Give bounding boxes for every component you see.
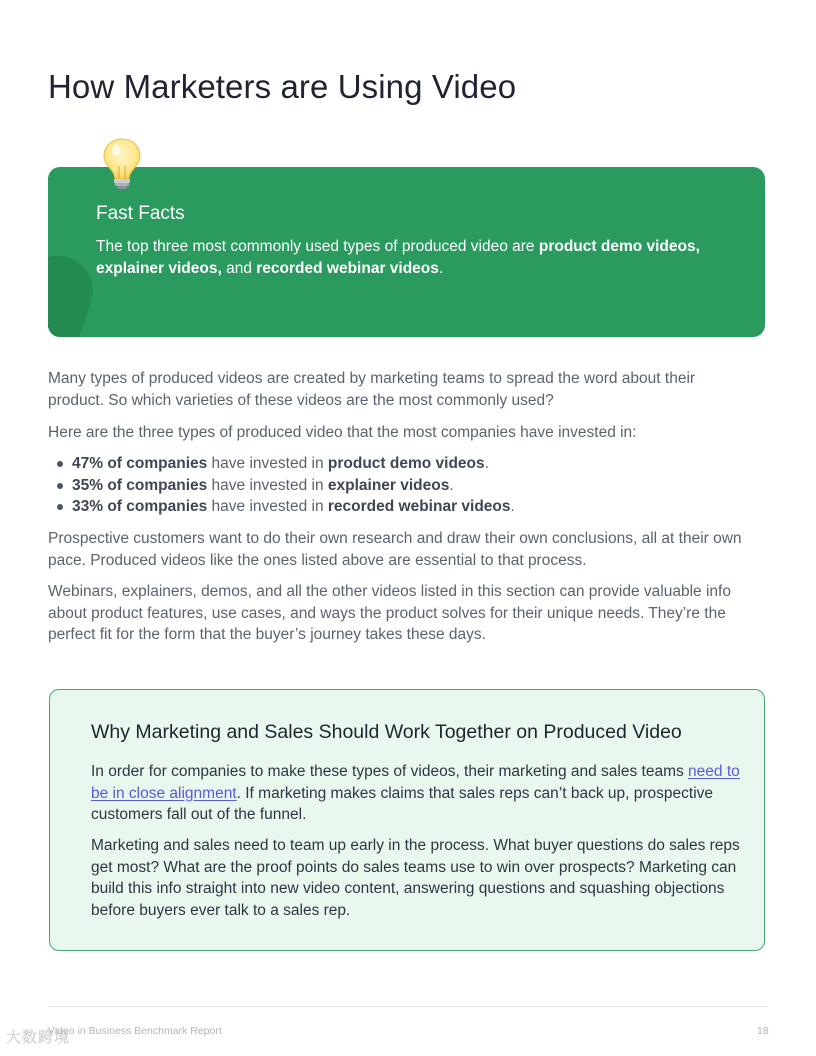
fast-facts-bold: recorded webinar videos xyxy=(256,260,439,277)
body-paragraph: Prospective customers want to do their own research and draw their own conclusions, all at their own pace. Produced videos like the ones listed above are essential to that process. xyxy=(48,530,742,569)
lightbulb-icon xyxy=(100,136,144,192)
stat-text: 33% of companies xyxy=(72,498,208,515)
list-item xyxy=(48,453,748,475)
list-text: have invested in xyxy=(207,498,328,515)
stat-text: 35% of companies xyxy=(72,476,208,494)
watermark-text: 大数跨境 xyxy=(6,1029,71,1046)
video-type-text: product demo videos xyxy=(327,455,485,472)
callout-heading: Why Marketing and Sales Should Work Together on Produced Video xyxy=(91,721,682,743)
list-text: have invested in xyxy=(207,455,328,472)
callout-paragraph xyxy=(91,761,741,826)
list-text: . xyxy=(510,498,515,515)
fast-facts-text-part: The top three most commonly used types of produced video are xyxy=(96,238,539,255)
callout-text-part: . If marketing makes claims that sales reps can’t back up, prospective customers fall out of the funnel. xyxy=(91,784,714,823)
list-item xyxy=(48,475,748,497)
video-type-text: recorded webinar videos xyxy=(327,498,511,515)
body-paragraph: Here are the three types of produced video that the most companies have invested in: xyxy=(48,424,637,441)
body-paragraph: Many types of produced videos are created by marketing teams to spread the word about their product. So which varieties of these videos are the most commonly used? xyxy=(48,370,696,409)
list-item xyxy=(48,496,748,518)
fast-facts-text-part: and xyxy=(221,260,257,277)
alignment-link[interactable]: need to be in close alignment xyxy=(91,763,740,802)
page-title: How Marketers are Using Video xyxy=(48,68,517,105)
footer-report-name: Video in Business Benchmark Report xyxy=(48,1025,222,1037)
fast-facts-heading: Fast Facts xyxy=(96,203,185,224)
decorative-shape xyxy=(48,247,102,337)
list-text: . xyxy=(449,476,454,494)
stats-list xyxy=(48,453,748,518)
callout-text-part: In order for companies to make these types of videos, their marketing and sales teams xyxy=(91,763,689,780)
body-paragraph: Webinars, explainers, demos, and all the other videos listed in this section can provide valuable info about product features, use cases, and ways the product solves for their unique needs. They’re the perfect fit for the form that the buyer’s journey takes these days. xyxy=(48,583,731,643)
fast-facts-box xyxy=(48,167,765,337)
list-text: . xyxy=(484,455,489,472)
stat-text: 47% of companies xyxy=(72,455,208,472)
footer-page-number: 18 xyxy=(757,1025,769,1037)
footer-divider xyxy=(48,1006,768,1007)
callout-paragraph: Marketing and sales need to team up early in the process. What buyer questions do sales reps get most? What are the proof points do sales teams use to win over prospects? Marketing can build this info straight into new video content, answering questions and squashing objections before buyers ever talk to a sales rep. xyxy=(91,837,740,919)
fast-facts-text xyxy=(96,236,736,280)
video-type-text: explainer videos xyxy=(327,476,450,494)
fast-facts-bold: product demo videos, xyxy=(538,238,700,255)
fast-facts-text-part: . xyxy=(438,260,444,277)
fast-facts-bold: explainer videos, xyxy=(96,260,222,277)
callout-box xyxy=(49,689,765,951)
list-text: have invested in xyxy=(207,476,328,494)
